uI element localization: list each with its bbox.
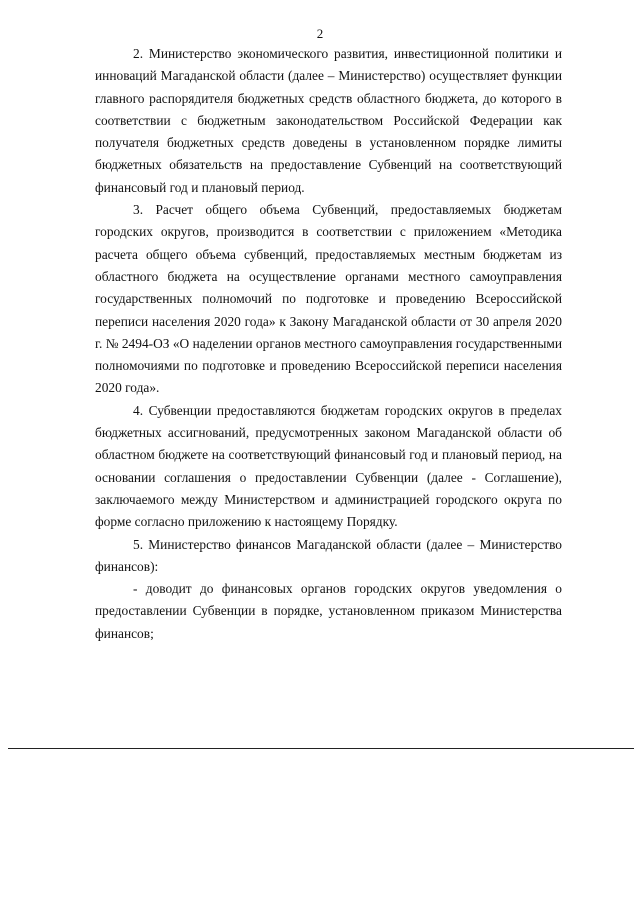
paragraph-5: 5. Министерство финансов Магаданской области (далее – Министерство финансов):	[95, 536, 562, 574]
paragraph-5-item: - доводит до финансовых органов городских округов уведомления о предоставлении Субвенции в порядке, установленном приказом Министерства финансов;	[95, 581, 562, 641]
paragraph-4: 4. Субвенции предоставляются бюджетам городских округов в пределах бюджетных ассигнований, предусмотренных законом Магаданской области об областном бюджете на соответствующий финансовый год и плановый период, на основании соглашения о предоставлении Субвенции (далее - Соглашение), заключаемого между Министерством и администрацией городского округа по форме согласно приложению к настоящему Порядку.	[95, 402, 562, 530]
document-body	[95, 43, 562, 645]
page-number: 2	[316, 26, 324, 41]
paragraph-2: 2. Министерство экономического развития, инвестиционной политики и инноваций Магаданской области (далее – Министерство) осуществляет функции главного распорядителя бюджетных средств областного бюджета, до которого в соответствии с бюджетным законодательством Российской Федерации как получателя бюджетных средств доведены в установленном порядке лимиты бюджетных обязательств на предоставление Субвенций на соответствующий финансовый год и плановый период.	[95, 46, 562, 195]
footer-divider	[8, 748, 634, 749]
paragraph-3: 3. Расчет общего объема Субвенций, предоставляемых бюджетам городских округов, производится в соответствии с приложением «Методика расчета общего объема субвенций, предоставляемых местным бюджетам из областного бюджета на осуществление органами местного самоуправления государственных полномочий по подготовке и проведению Всероссийской переписи населения 2020 года» к Закону Магаданской области от 30 апреля 2020 г. № 2494-ОЗ «О наделении органов местного самоуправления государственными полномочиями по подготовке и проведению Всероссийской переписи населения 2020 года».	[95, 202, 562, 396]
